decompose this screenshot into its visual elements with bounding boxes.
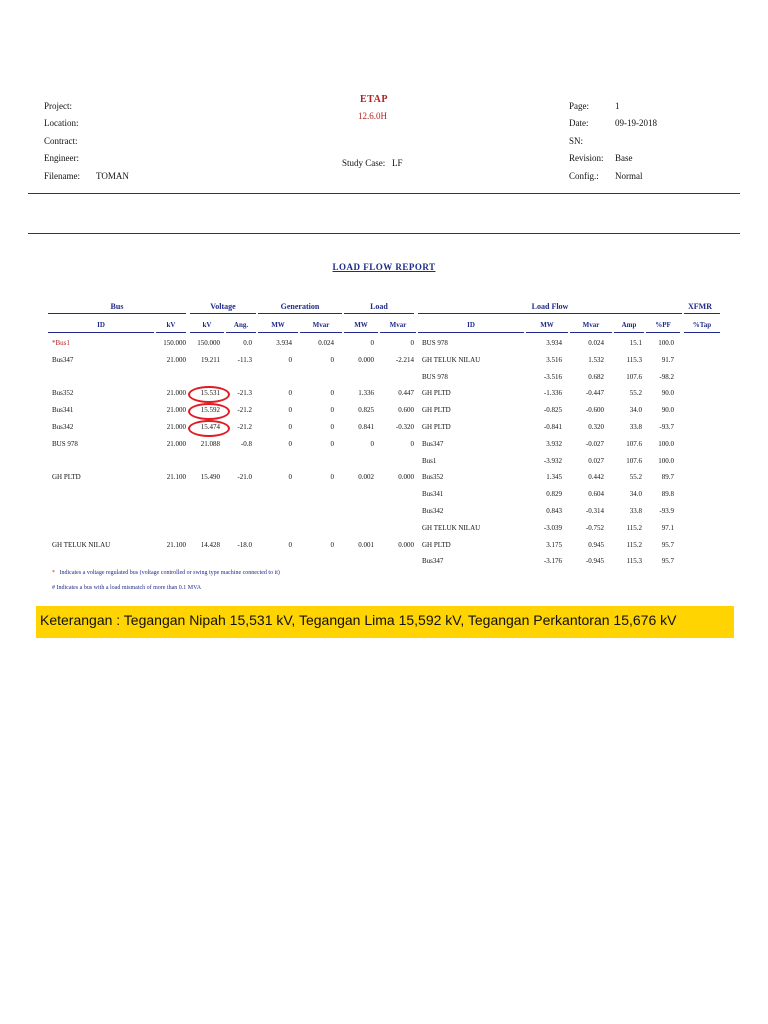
- cell-pf: 89.7: [661, 473, 674, 482]
- col-tap: %Tap: [692, 321, 712, 329]
- cell-lmvar: 0.447: [398, 389, 414, 398]
- cell-lfid: Bus347: [422, 439, 444, 448]
- cell-lfmw: -3.176: [543, 557, 562, 566]
- cell-amp: 55.2: [629, 389, 642, 398]
- cell-pf: 90.0: [661, 406, 674, 415]
- study-case-value: LF: [392, 158, 403, 168]
- col-line-gen-mw: [258, 332, 298, 333]
- cell-lfid: GH PLTD: [422, 406, 451, 415]
- config-value: Normal: [615, 171, 643, 181]
- col-kv: kV: [166, 321, 176, 329]
- cell-id: Bus352: [52, 389, 74, 398]
- cell-gmvar: 0: [330, 540, 334, 549]
- cell-pf: -98.2: [659, 372, 674, 381]
- cell-gmw: 0: [288, 540, 292, 549]
- cell-gmvar: 0: [330, 406, 334, 415]
- filename-label: Filename:: [44, 171, 80, 181]
- cell-amp: 115.2: [626, 523, 642, 532]
- cell-pf: 90.0: [661, 389, 674, 398]
- header-divider-top: [28, 193, 740, 194]
- cell-lfmw: 3.934: [546, 339, 562, 347]
- cell-id: Bus342: [52, 423, 74, 431]
- group-xfmr: XFMR: [688, 302, 712, 311]
- cell-kv: 21.100: [166, 473, 186, 482]
- cell-gmvar: 0: [330, 355, 334, 364]
- cell-lmw: 0: [370, 439, 374, 448]
- cell-ang: -18.0: [237, 540, 252, 549]
- cell-lfmvar: 0.027: [588, 456, 604, 465]
- cell-lfmw: 0.829: [546, 490, 562, 499]
- col-lf-mvar: Mvar: [582, 321, 600, 329]
- col-gen-mvar: Mvar: [312, 321, 330, 329]
- highlight-circle-bus352: [188, 386, 230, 403]
- cell-lfid: Bus1: [422, 456, 437, 465]
- group-line-generation: [258, 313, 342, 314]
- cell-gmw: 0: [288, 355, 292, 364]
- group-line-load: [344, 313, 414, 314]
- cell-lfmw: 1.345: [546, 473, 562, 482]
- cell-lmvar: 0: [410, 439, 414, 448]
- col-amp: Amp: [621, 321, 637, 329]
- cell-v: 14.428: [200, 540, 220, 549]
- cell-id: Bus341: [52, 406, 74, 415]
- cell-lfmw: -0.825: [543, 406, 562, 415]
- col-load-mvar: Mvar: [389, 321, 407, 329]
- cell-lfmvar: 0.024: [588, 339, 604, 347]
- etap-version: 12.6.0H: [358, 111, 387, 121]
- col-line-load-mvar: [380, 332, 416, 333]
- cell-lmvar: 0: [410, 339, 414, 347]
- cell-amp: 55.2: [629, 473, 642, 482]
- highlight-circle-bus342: [188, 420, 230, 437]
- highlight-circle-bus341: [188, 403, 230, 420]
- group-line-bus: [48, 313, 186, 314]
- cell-pf: 95.7: [661, 540, 674, 549]
- cell-lmvar: 0.000: [398, 473, 414, 482]
- cell-lfmvar: 0.945: [588, 540, 604, 549]
- cell-lfmw: 3.516: [546, 355, 562, 364]
- col-line-tap: [684, 332, 720, 333]
- revision-label: Revision:: [569, 153, 604, 163]
- report-title: LOAD FLOW REPORT: [332, 262, 436, 272]
- cell-amp: 34.0: [629, 490, 642, 499]
- col-lf-mw: MW: [540, 321, 554, 329]
- cell-amp: 107.6: [626, 439, 642, 448]
- cell-gmw: 0: [288, 406, 292, 415]
- col-line-amp: [614, 332, 644, 333]
- cell-gmw: 0: [288, 439, 292, 448]
- cell-lfid: BUS 978: [422, 339, 448, 347]
- cell-lfmvar: 0.320: [588, 423, 604, 431]
- cell-lfid: GH TELUK NILAU: [422, 523, 481, 532]
- cell-pf: 91.7: [661, 355, 674, 364]
- cell-amp: 33.8: [629, 423, 642, 431]
- note-load-mismatch: # Indicates a bus with a load mismatch of more than 0.1 MVA: [52, 585, 202, 591]
- cell-lmvar: -2.214: [395, 355, 414, 364]
- cell-v: 15.531: [200, 389, 220, 398]
- cell-ang: 0.0: [243, 339, 252, 347]
- group-line-xfmr: [684, 313, 720, 314]
- group-generation: Generation: [280, 302, 320, 311]
- group-voltage: Voltage: [210, 302, 236, 311]
- cell-kv: 21.000: [166, 406, 186, 415]
- col-line-lf-mw: [526, 332, 568, 333]
- cell-lmw: 0.001: [358, 540, 374, 549]
- cell-lfmvar: -0.314: [585, 507, 604, 515]
- cell-kv: 21.100: [166, 540, 186, 549]
- cell-lfid: GH PLTD: [422, 540, 451, 549]
- cell-kv: 150.000: [163, 339, 186, 347]
- cell-lmw: 0.000: [358, 355, 374, 364]
- col-line-lf-id: [418, 332, 524, 333]
- cell-lfid: Bus342: [422, 507, 444, 515]
- cell-lmw: 0.002: [358, 473, 374, 482]
- cell-kv: 21.000: [166, 439, 186, 448]
- col-line-gen-mvar: [300, 332, 342, 333]
- config-label: Config.:: [569, 171, 599, 181]
- cell-amp: 15.1: [629, 339, 642, 347]
- cell-pf: 95.7: [661, 557, 674, 566]
- revision-value: Base: [615, 153, 633, 163]
- col-kv2: kV: [202, 321, 212, 329]
- col-line-kv2: [190, 332, 224, 333]
- cell-lfmw: 3.932: [546, 439, 562, 448]
- cell-gmvar: 0: [330, 423, 334, 431]
- col-ang: Ang.: [233, 321, 249, 329]
- col-line-pf: [646, 332, 680, 333]
- note-voltage-regulated: [52, 570, 280, 576]
- cell-amp: 107.6: [626, 372, 642, 381]
- cell-gmw: 0: [288, 389, 292, 398]
- cell-lmw: 0.841: [358, 423, 374, 431]
- note1-text: Indicates a voltage regulated bus (voltage controlled or swing type machine connected to it): [59, 570, 280, 576]
- cell-gmw: 0: [288, 423, 292, 431]
- cell-lfmw: 0.843: [546, 507, 562, 515]
- group-line-load-flow: [418, 313, 682, 314]
- col-load-mw: MW: [354, 321, 368, 329]
- cell-gmvar: 0: [330, 473, 334, 482]
- cell-lfid: GH PLTD: [422, 389, 451, 398]
- date-label: Date:: [569, 118, 589, 128]
- cell-ang: -0.8: [240, 439, 252, 448]
- col-gen-mw: MW: [271, 321, 285, 329]
- cell-pf: 100.0: [658, 339, 674, 347]
- col-line-kv: [156, 332, 186, 333]
- cell-lfmw: 3.175: [546, 540, 562, 549]
- cell-lfmw: -3.932: [543, 456, 562, 465]
- cell-pf: -93.9: [659, 507, 674, 515]
- cell-lfmvar: -0.752: [585, 523, 604, 532]
- col-lf-id: ID: [467, 321, 475, 329]
- cell-gmw: 3.934: [276, 339, 292, 347]
- cell-id: *Bus1: [52, 339, 70, 347]
- filename-value: TOMAN: [96, 171, 129, 181]
- cell-lfmvar: 0.682: [588, 372, 604, 381]
- keterangan-text: Keterangan : Tegangan Nipah 15,531 kV, Tegangan Lima 15,592 kV, Tegangan Perkantoran 15,676 kV: [40, 612, 677, 628]
- sn-label: SN:: [569, 136, 584, 146]
- cell-pf: 100.0: [658, 439, 674, 448]
- cell-lfmvar: 0.442: [588, 473, 604, 482]
- cell-amp: 115.2: [626, 540, 642, 549]
- col-line-id: [48, 332, 154, 333]
- group-load: Load: [370, 302, 388, 311]
- cell-lfid: GH TELUK NILAU: [422, 355, 481, 364]
- cell-id: GH TELUK NILAU: [52, 540, 111, 549]
- cell-kv: 21.000: [166, 423, 186, 431]
- cell-amp: 115.3: [626, 355, 642, 364]
- cell-v: 21.088: [200, 439, 220, 448]
- cell-lfid: GH PLTD: [422, 423, 451, 431]
- cell-lmvar: 0.000: [398, 540, 414, 549]
- cell-lfid: Bus352: [422, 473, 444, 482]
- col-line-load-mw: [344, 332, 378, 333]
- location-label: Location:: [44, 118, 79, 128]
- cell-lmvar: 0.600: [398, 406, 414, 415]
- cell-amp: 34.0: [629, 406, 642, 415]
- cell-ang: -21.2: [237, 423, 252, 431]
- header-divider-bottom: [28, 233, 740, 234]
- cell-kv: 21.000: [166, 389, 186, 398]
- etap-title: ETAP: [360, 94, 388, 105]
- col-pf: %PF: [655, 321, 671, 329]
- cell-id: GH PLTD: [52, 473, 81, 482]
- cell-gmw: 0: [288, 473, 292, 482]
- cell-pf: -93.7: [659, 423, 674, 431]
- keterangan-banner: [36, 606, 734, 638]
- page-value: 1: [615, 101, 620, 111]
- note-star: *: [52, 570, 55, 576]
- cell-lfmw: -0.841: [543, 423, 562, 431]
- cell-lmw: 0: [370, 339, 374, 347]
- col-line-ang: [226, 332, 256, 333]
- cell-lfmvar: -0.600: [585, 406, 604, 415]
- contract-label: Contract:: [44, 136, 78, 146]
- cell-ang: -21.2: [237, 406, 252, 415]
- cell-gmvar: 0: [330, 389, 334, 398]
- cell-gmvar: 0: [330, 439, 334, 448]
- cell-lmw: 0.825: [358, 406, 374, 415]
- group-load-flow: Load Flow: [531, 302, 569, 311]
- cell-lfid: Bus341: [422, 490, 444, 499]
- cell-lfmw: -1.336: [543, 389, 562, 398]
- cell-v: 15.592: [200, 406, 220, 415]
- col-id: ID: [97, 321, 105, 329]
- cell-ang: -21.3: [237, 389, 252, 398]
- cell-lfid: Bus347: [422, 557, 444, 566]
- cell-lfmvar: 1.532: [588, 355, 604, 364]
- cell-ang: -21.0: [237, 473, 252, 482]
- cell-amp: 107.6: [626, 456, 642, 465]
- cell-lfmvar: -0.945: [585, 557, 604, 566]
- group-bus: Bus: [110, 302, 124, 311]
- cell-kv: 21.000: [166, 355, 186, 364]
- cell-v: 15.490: [200, 473, 220, 482]
- cell-v: 150.000: [197, 339, 220, 347]
- cell-id: BUS 978: [52, 439, 78, 448]
- cell-pf: 89.8: [661, 490, 674, 499]
- cell-gmvar: 0.024: [318, 339, 334, 347]
- cell-amp: 33.8: [629, 507, 642, 515]
- cell-lmw: 1.336: [358, 389, 374, 398]
- project-label: Project:: [44, 101, 72, 111]
- cell-lfmw: -3.516: [543, 372, 562, 381]
- study-case-label: Study Case:: [342, 158, 386, 168]
- cell-v: 15.474: [200, 423, 220, 431]
- cell-id: Bus347: [52, 355, 74, 364]
- cell-lfmvar: -0.447: [585, 389, 604, 398]
- engineer-label: Engineer:: [44, 153, 79, 163]
- cell-lfmw: -3.039: [543, 523, 562, 532]
- cell-v: 19.211: [201, 355, 220, 364]
- cell-lfmvar: 0.604: [588, 490, 604, 499]
- cell-lmvar: -0.320: [395, 423, 414, 431]
- cell-pf: 97.1: [661, 523, 674, 532]
- cell-amp: 115.3: [626, 557, 642, 566]
- date-value: 09-19-2018: [615, 118, 657, 128]
- cell-ang: -11.3: [237, 355, 252, 364]
- cell-pf: 100.0: [658, 456, 674, 465]
- col-line-lf-mvar: [570, 332, 612, 333]
- group-line-voltage: [190, 313, 256, 314]
- page-label: Page:: [569, 101, 589, 111]
- cell-lfmvar: -0.027: [585, 439, 604, 448]
- cell-lfid: BUS 978: [422, 372, 448, 381]
